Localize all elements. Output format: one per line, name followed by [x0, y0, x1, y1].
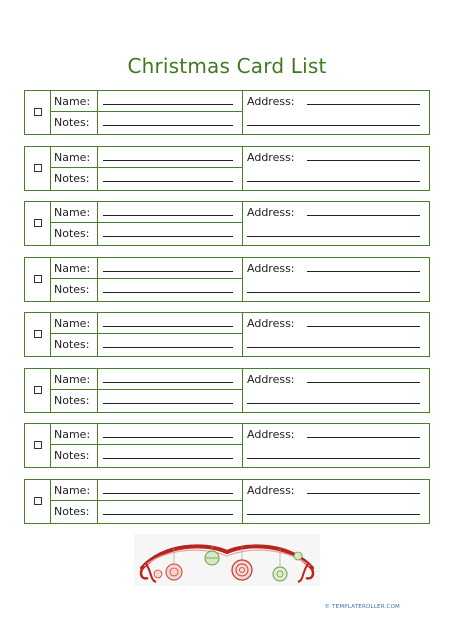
name-label: Name: [51, 147, 98, 168]
name-field[interactable] [98, 91, 243, 112]
address-label: Address: [247, 483, 295, 497]
notes-label: Notes: [51, 501, 98, 523]
address-label: Address: [247, 150, 295, 164]
checkbox-cell [25, 202, 51, 245]
entry-checkbox[interactable] [34, 330, 42, 338]
name-underline [103, 437, 233, 438]
address-field-line-1[interactable] [307, 104, 420, 105]
name-underline [103, 271, 233, 272]
footer-attribution[interactable]: © TEMPLATEROLLER.COM [324, 604, 400, 610]
checkbox-cell [25, 147, 51, 190]
address-field-line-2[interactable] [247, 514, 420, 515]
name-field[interactable] [98, 480, 243, 501]
notes-underline [103, 514, 233, 515]
address-field-line-1[interactable] [307, 326, 420, 327]
address-label: Address: [247, 206, 295, 219]
name-underline [103, 326, 233, 327]
name-underline [103, 104, 233, 105]
address-field-line-1[interactable] [307, 437, 420, 438]
card-entry [24, 312, 430, 357]
address-field-line-2[interactable] [247, 125, 420, 126]
notes-field[interactable] [98, 112, 243, 134]
card-entry [24, 479, 430, 524]
name-field[interactable] [98, 369, 243, 390]
address-field-line-2[interactable] [247, 292, 420, 293]
address-field-line-1[interactable] [307, 271, 420, 272]
name-underline [103, 160, 233, 161]
address-field-line-1[interactable] [307, 215, 420, 216]
checkbox-cell [25, 480, 51, 523]
name-field[interactable] [98, 202, 243, 223]
checkbox-cell [25, 91, 51, 134]
name-underline [103, 493, 233, 494]
card-entry [24, 423, 430, 468]
address-label: Address: [247, 261, 295, 275]
name-field[interactable] [98, 313, 243, 334]
name-label: Name: [51, 258, 98, 279]
address-label: Address: [247, 95, 295, 108]
entry-checkbox[interactable] [34, 386, 42, 394]
notes-underline [103, 125, 233, 126]
name-label: Name: [51, 91, 98, 112]
notes-field[interactable] [98, 334, 243, 356]
notes-label: Notes: [51, 279, 98, 301]
christmas-ornaments-garland-icon [134, 534, 320, 586]
address-field-line-2[interactable] [247, 236, 420, 237]
address-field-line-1[interactable] [307, 160, 420, 161]
entry-checkbox[interactable] [34, 164, 42, 172]
address-field-line-2[interactable] [247, 347, 420, 348]
notes-label: Notes: [51, 168, 98, 190]
card-entry [24, 257, 430, 302]
card-entry [24, 146, 430, 191]
name-field[interactable] [98, 424, 243, 445]
notes-field[interactable] [98, 223, 243, 245]
notes-field[interactable] [98, 168, 243, 190]
checkbox-cell [25, 369, 51, 412]
name-label: Name: [51, 480, 98, 501]
address-field-line-2[interactable] [247, 403, 420, 404]
checkbox-cell [25, 424, 51, 467]
name-label: Name: [51, 202, 98, 223]
address-label: Address: [247, 317, 295, 330]
notes-field[interactable] [98, 279, 243, 301]
name-underline [103, 382, 233, 383]
name-label: Name: [51, 424, 98, 445]
address-field-line-2[interactable] [247, 181, 420, 182]
card-entry [24, 90, 430, 135]
name-field[interactable] [98, 258, 243, 279]
name-label: Name: [51, 313, 98, 334]
notes-field[interactable] [98, 445, 243, 467]
card-entry [24, 368, 430, 413]
address-field-line-1[interactable] [307, 493, 420, 494]
notes-label: Notes: [51, 445, 98, 467]
entry-checkbox[interactable] [34, 219, 42, 227]
entry-checkbox[interactable] [34, 497, 42, 505]
notes-field[interactable] [98, 501, 243, 523]
checkbox-cell [25, 313, 51, 356]
notes-underline [103, 292, 233, 293]
page-title: Christmas Card List [127, 54, 327, 78]
address-label: Address: [247, 428, 295, 441]
name-field[interactable] [98, 147, 243, 168]
notes-underline [103, 458, 233, 459]
entry-checkbox[interactable] [34, 108, 42, 116]
entry-checkbox[interactable] [34, 441, 42, 449]
notes-label: Notes: [51, 112, 98, 134]
notes-underline [103, 181, 233, 182]
notes-field[interactable] [98, 390, 243, 412]
checkbox-cell [25, 258, 51, 301]
card-entry [24, 201, 430, 246]
name-underline [103, 215, 233, 216]
address-field-line-2[interactable] [247, 458, 420, 459]
entry-checkbox[interactable] [34, 275, 42, 283]
address-field-line-1[interactable] [307, 382, 420, 383]
address-label: Address: [247, 372, 295, 386]
notes-underline [103, 236, 233, 237]
notes-underline [103, 347, 233, 348]
notes-label: Notes: [51, 390, 98, 412]
notes-underline [103, 403, 233, 404]
notes-label: Notes: [51, 334, 98, 356]
notes-label: Notes: [51, 223, 98, 245]
name-label: Name: [51, 369, 98, 390]
